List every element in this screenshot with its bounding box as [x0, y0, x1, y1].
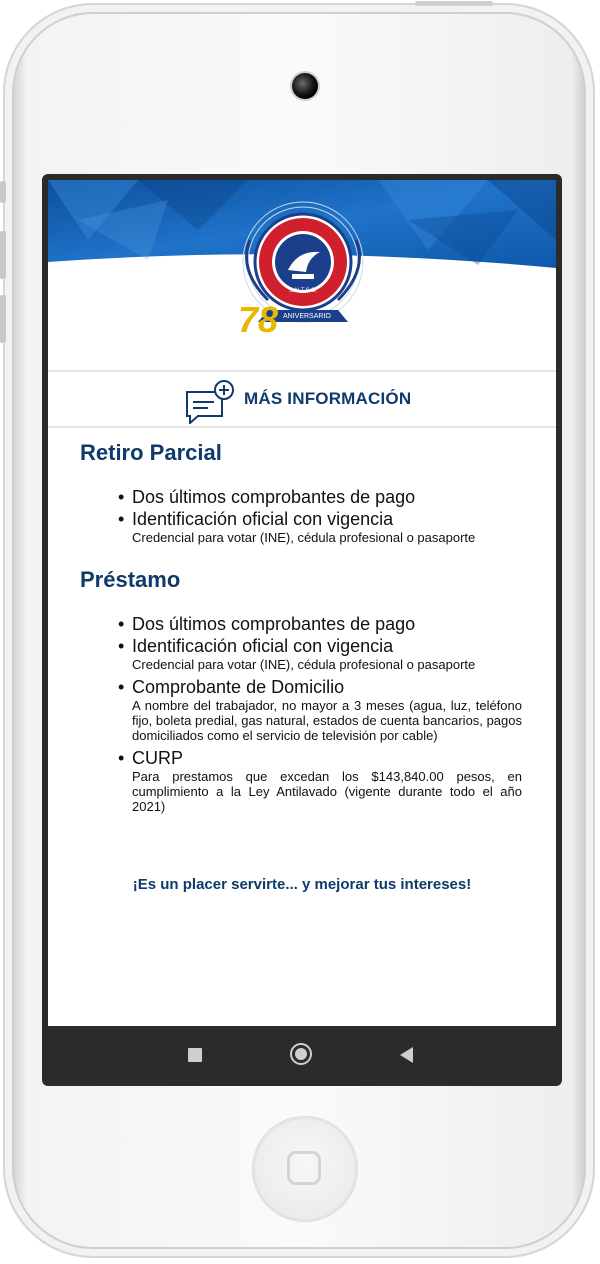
- requirement-label: Dos últimos comprobantes de pago: [132, 487, 416, 507]
- more-info-bar: [48, 370, 556, 428]
- home-circle-icon[interactable]: [290, 1043, 312, 1065]
- back-triangle-icon[interactable]: [400, 1047, 413, 1063]
- side-button-volume-up: [0, 231, 6, 279]
- anniversary-label: ANIVERSARIO: [283, 313, 331, 320]
- side-button-volume-down: [0, 295, 6, 343]
- bullet-icon: •: [118, 487, 125, 507]
- caja-prevision-logo: [228, 200, 378, 340]
- recents-square-icon[interactable]: [188, 1048, 202, 1062]
- requirement-note: A nombre del trabajador, no mayor a 3 meses (agua, luz, teléfono fijo, boleta predial, gas natural, estados de cuenta bancarios, pagos domiciliados como el servicio de televisión por cable): [132, 698, 522, 743]
- anniversary-number: 78: [238, 299, 279, 340]
- list-item: [118, 747, 522, 818]
- requirement-label: Identificación oficial con vigencia: [132, 509, 394, 529]
- more-info-title: MÁS INFORMACIÓN: [244, 389, 412, 408]
- front-camera: [292, 73, 318, 99]
- chat-add-icon: [184, 380, 236, 424]
- bullet-icon: •: [118, 509, 125, 529]
- section-title-prestamo: Préstamo: [80, 567, 181, 592]
- requirement-note: Credencial para votar (INE), cédula profesional o pasaporte: [132, 530, 476, 545]
- requirement-label: CURP: [132, 748, 184, 768]
- home-button-glyph: [287, 1151, 321, 1185]
- list-item: [118, 486, 522, 508]
- list-item: [118, 635, 522, 676]
- bullet-icon: •: [118, 636, 125, 656]
- prestamo-requirements-list: [80, 613, 522, 818]
- section-title-retiro: Retiro Parcial: [80, 440, 222, 465]
- bullet-icon: •: [118, 614, 125, 634]
- list-item: [118, 676, 522, 747]
- home-circle-inner: [295, 1048, 307, 1060]
- org-acronym: S.N.T.S.S.: [289, 288, 317, 294]
- requirement-label: Comprobante de Domicilio: [132, 677, 345, 697]
- power-button: [415, 1, 493, 6]
- list-item: [118, 508, 522, 549]
- side-button-mute: [0, 181, 6, 203]
- requirement-note: Credencial para votar (INE), cédula profesional o pasaporte: [132, 657, 476, 672]
- retiro-requirements-list: [80, 486, 522, 549]
- bullet-icon: •: [118, 677, 125, 697]
- slogan: ¡Es un placer servirte... y mejorar tus intereses!: [132, 876, 472, 893]
- requirements-content: [80, 438, 522, 818]
- requirement-note: Para prestamos que excedan los $143,840.00 pesos, en cumplimiento a la Ley Antilavado (vigente durante todo el año 2021): [132, 769, 522, 814]
- home-button[interactable]: [253, 1117, 357, 1221]
- app-screen: [48, 180, 556, 1026]
- list-item: [118, 613, 522, 635]
- android-nav-bar: [48, 1026, 556, 1082]
- bullet-icon: •: [118, 748, 125, 768]
- requirement-label: Dos últimos comprobantes de pago: [132, 614, 416, 634]
- requirement-label: Identificación oficial con vigencia: [132, 636, 394, 656]
